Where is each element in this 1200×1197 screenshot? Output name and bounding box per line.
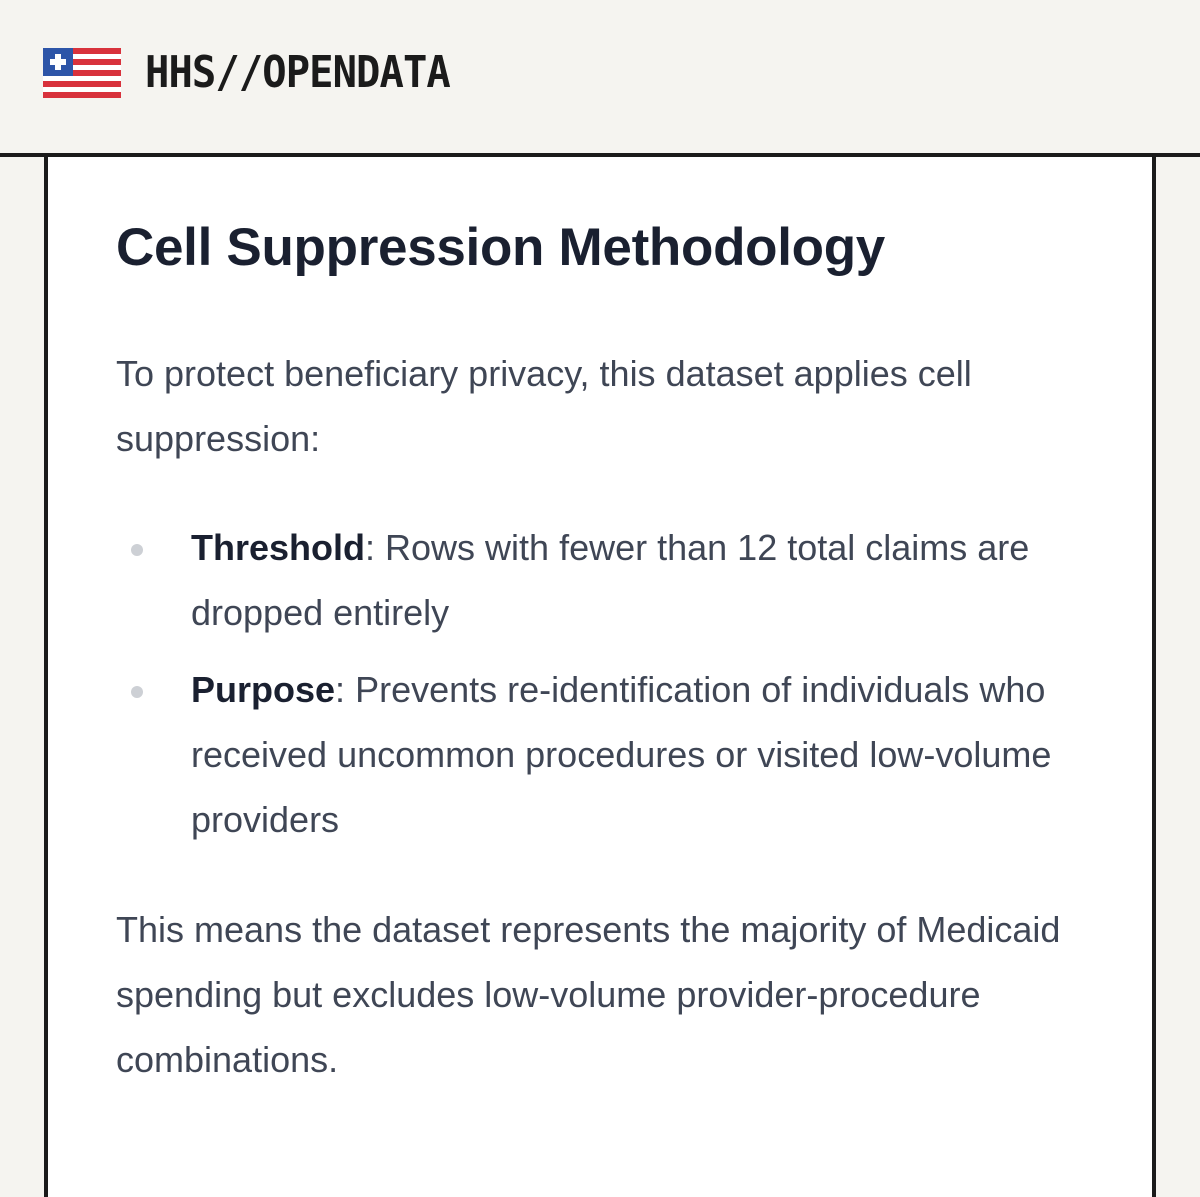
bullet-term: Purpose	[191, 669, 336, 710]
brand-logo-link[interactable]	[43, 48, 476, 98]
bullet-separator: :	[335, 669, 346, 710]
us-flag-medical-cross-icon	[43, 48, 121, 98]
intro-paragraph: To protect beneficiary privacy, this dataset applies cell suppression:	[116, 353, 972, 459]
list-item	[116, 515, 1106, 645]
list-item	[116, 657, 1106, 852]
bullet-dot-icon	[131, 686, 143, 698]
brand-name: HHS//OPENDATA	[145, 47, 450, 98]
bullet-text: Rows with fewer than 12 total claims are dropped entirely	[191, 527, 1030, 633]
methodology-card	[44, 157, 1156, 1197]
closing-paragraph: This means the dataset represents the majority of Medicaid spending but excludes low-volume provider-procedure combinations.	[116, 909, 1061, 1080]
bullet-separator: :	[365, 527, 376, 568]
bullet-text: Prevents re-identification of individuals who received uncommon procedures or visited low-volume providers	[191, 669, 1052, 840]
suppression-rules-list	[116, 515, 1106, 864]
bullet-dot-icon	[131, 544, 143, 556]
page-title: Cell Suppression Methodology	[116, 218, 885, 277]
site-header	[0, 0, 1200, 157]
bullet-term: Threshold	[191, 527, 366, 568]
